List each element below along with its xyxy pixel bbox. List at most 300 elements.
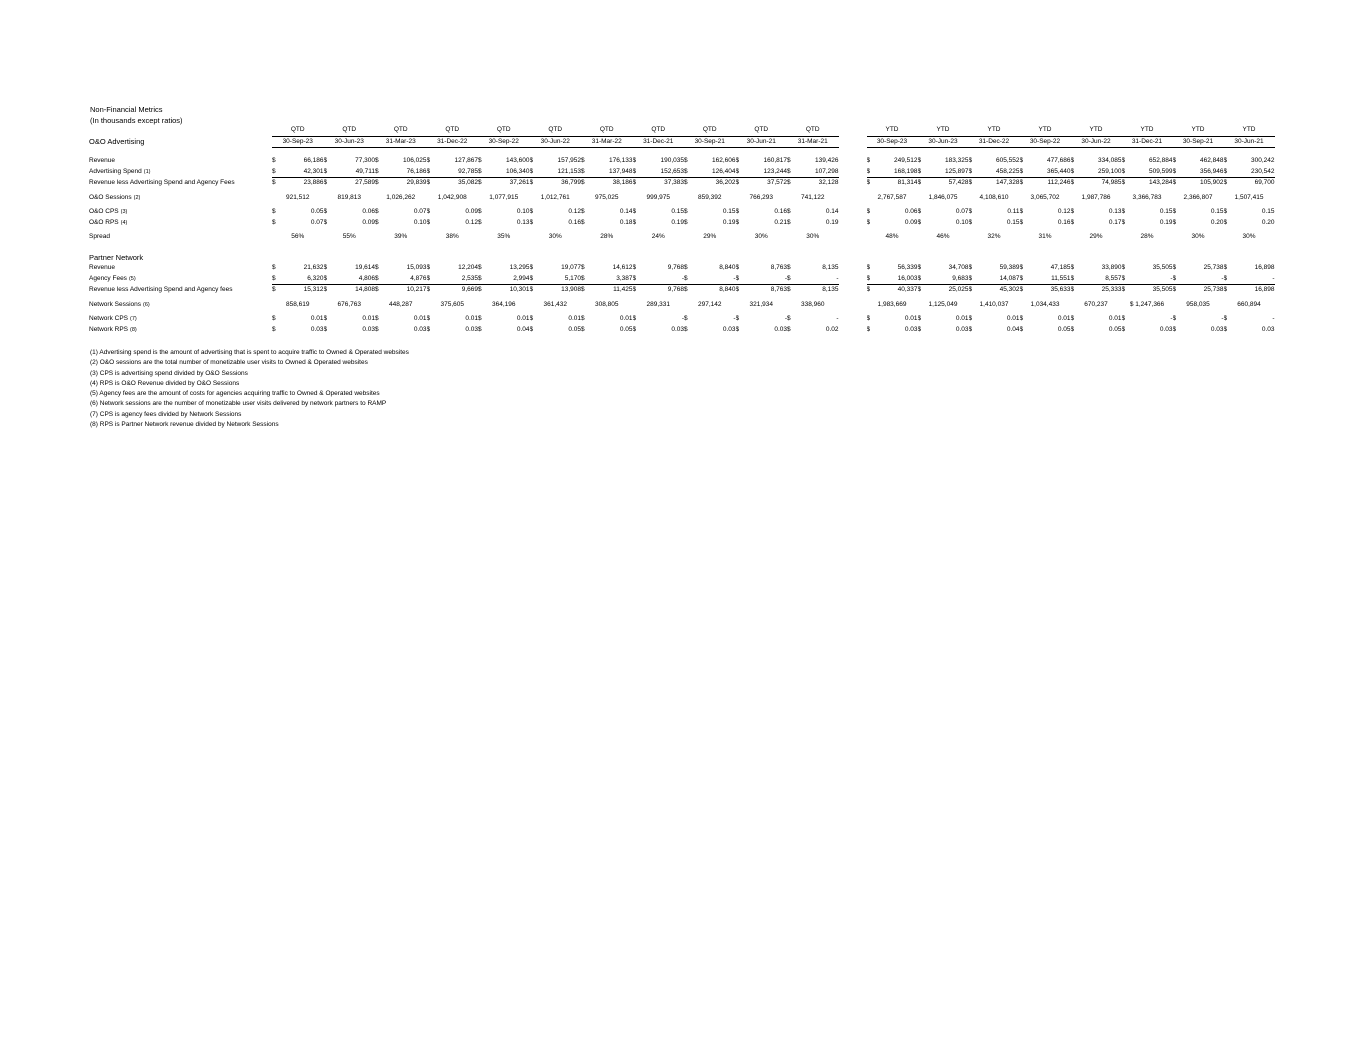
cell-value: 106,025	[403, 157, 427, 165]
currency-symbol: $	[272, 274, 281, 285]
cell-value: 8,763	[770, 286, 787, 294]
currency-symbol: $	[1121, 218, 1126, 226]
cell-value: 921,512	[286, 193, 310, 201]
row-label-text: Agency Fees	[89, 275, 127, 282]
row-footnote-ref: (4)	[120, 219, 128, 226]
cell-value: 0.01	[516, 315, 530, 323]
header-date-row	[89, 136, 1275, 148]
cell-value: 356,946	[1182, 167, 1224, 178]
cell-value: 0.03	[362, 325, 375, 333]
cell-value: 121,153	[539, 167, 582, 178]
col-date-qtd: 30-Jun-23	[324, 136, 376, 148]
cell-value: 8,135	[822, 264, 839, 272]
currency-symbol: $	[323, 208, 328, 216]
cell-value: -	[642, 274, 685, 285]
cell-value: 670,237	[1084, 300, 1108, 308]
col-date-qtd: 31-Mar-22	[581, 136, 633, 148]
currency-symbol: $	[917, 325, 922, 333]
currency-symbol: $	[375, 157, 379, 165]
cell-value: 9,683	[927, 274, 969, 285]
footnote-item: (7) CPS is agency fees divided by Network Sessions	[90, 410, 242, 418]
cell-value: 33,890	[1101, 264, 1122, 272]
currency-symbol: $	[1019, 264, 1024, 272]
currency-symbol: $	[735, 286, 740, 294]
cell-value: 0.13	[1108, 208, 1122, 216]
metrics-table	[89, 125, 1275, 335]
currency-symbol: $	[529, 157, 534, 165]
currency-symbol: $	[581, 167, 590, 178]
currency-symbol: $	[968, 315, 973, 323]
currency-symbol: $	[684, 157, 688, 165]
footnote-item: (4) RPS is O&O Revenue divided by O&O Sessions	[90, 379, 240, 387]
cell-value: 0.20	[1210, 218, 1224, 226]
currency-symbol: $	[1172, 157, 1177, 165]
cell-value: 289,331	[646, 300, 670, 308]
cell-value: 0.01	[413, 315, 427, 323]
currency-symbol: $	[684, 315, 688, 323]
cell-value: 4,108,610	[979, 193, 1009, 201]
currency-symbol: $	[375, 274, 384, 285]
currency-symbol: $	[736, 274, 745, 285]
cell-value: 0.03	[413, 325, 427, 333]
footnote-item: (1) Advertising spend is the amount of advertising that is spent to acquire traffic to Owned & Operated websites	[90, 349, 409, 356]
cell-value: 4,876	[384, 274, 427, 285]
currency-symbol: $	[375, 218, 379, 226]
currency-symbol: $	[787, 315, 791, 323]
row-label	[89, 300, 272, 311]
cell-value: 35,082	[458, 179, 478, 187]
cell-value: 36,799	[561, 179, 581, 187]
currency-symbol: $	[581, 264, 585, 272]
cell-value: 143,284	[1149, 179, 1173, 187]
cell-value: 21,632	[303, 264, 324, 272]
cell-value: 0.01	[619, 315, 633, 323]
currency-symbol: $	[1070, 286, 1075, 294]
cell-value: 32%	[987, 233, 1001, 241]
cell-value: 12,204	[458, 264, 478, 272]
cell-value: 0.10	[413, 218, 427, 226]
currency-symbol: $	[426, 286, 431, 294]
currency-symbol: $	[632, 179, 637, 187]
cell-value: 2,366,807	[1183, 193, 1213, 201]
currency-symbol: $	[735, 218, 740, 226]
cell-value: 8,557	[1080, 274, 1122, 285]
cell-value: 0.16	[1057, 218, 1071, 226]
currency-symbol: $	[917, 157, 922, 165]
currency-symbol: $	[272, 264, 276, 272]
cell-value: 0.12	[465, 218, 478, 226]
currency-symbol: $	[426, 218, 431, 226]
currency-symbol: $	[787, 264, 791, 272]
cell-value: 5,170	[539, 274, 582, 285]
cell-value: 1,012,761	[540, 193, 570, 201]
currency-symbol: $	[375, 179, 379, 187]
currency-symbol: $	[787, 208, 791, 216]
cell-value: 308,805	[595, 300, 619, 308]
col-period-ytd: YTD	[1071, 125, 1122, 136]
cell-value: 0.01	[362, 315, 375, 323]
currency-symbol: $	[272, 286, 276, 294]
currency-symbol: $	[735, 264, 740, 272]
currency-symbol: $	[735, 179, 740, 187]
row-footnote-ref: (3)	[120, 209, 128, 216]
cell-value: 4,806	[333, 274, 376, 285]
cell-value: 55%	[342, 233, 356, 241]
currency-symbol: $	[1172, 315, 1177, 323]
cell-value: -	[1170, 315, 1173, 323]
cell-value: 230,542	[1233, 167, 1275, 178]
cell-value: 1,846,075	[928, 193, 958, 201]
cell-value: 19,614	[355, 264, 375, 272]
currency-symbol: $	[323, 179, 328, 187]
report-title: Non-Financial Metrics	[90, 105, 163, 114]
currency-symbol: $	[968, 264, 973, 272]
footnote-item: (3) CPS is advertising spend divided by O&O Sessions	[90, 369, 248, 377]
cell-value: 660,894	[1237, 300, 1261, 308]
currency-symbol: $	[581, 157, 585, 165]
currency-symbol: $	[1019, 325, 1024, 333]
currency-symbol: $	[1019, 157, 1024, 165]
cell-value: 47,185	[1050, 264, 1071, 272]
currency-symbol: $	[787, 274, 796, 285]
currency-symbol: $	[375, 208, 379, 216]
currency-symbol: $	[1070, 264, 1075, 272]
currency-symbol: $	[581, 218, 585, 226]
currency-symbol: $	[581, 274, 590, 285]
currency-symbol: $	[478, 264, 482, 272]
cell-value: 3,366,783	[1132, 193, 1162, 201]
row-label	[89, 314, 272, 325]
col-period-qtd: QTD	[375, 125, 427, 136]
currency-symbol: $	[1172, 325, 1177, 333]
col-period-qtd: QTD	[633, 125, 685, 136]
cell-value: 8,840	[719, 264, 736, 272]
col-date-ytd: 30-Sep-21	[1173, 136, 1224, 148]
currency-symbol: $	[866, 218, 871, 226]
cell-value: 112,246	[1047, 179, 1071, 187]
currency-symbol: $	[427, 167, 436, 178]
currency-symbol: $	[478, 157, 482, 165]
cell-value: 0.03	[904, 325, 918, 333]
currency-symbol: $	[1224, 274, 1233, 285]
cell-value: 143,600	[506, 157, 530, 165]
currency-symbol: $	[633, 274, 642, 285]
cell-value: 361,432	[543, 300, 567, 308]
currency-symbol: $	[968, 286, 973, 294]
cell-value: 77,300	[355, 157, 375, 165]
cell-value: 0.07	[955, 208, 969, 216]
currency-symbol: $	[375, 286, 379, 294]
currency-symbol: $	[529, 286, 534, 294]
cell-value: 14,612	[612, 264, 633, 272]
currency-symbol: $	[581, 325, 585, 333]
cell-value: 139,426	[815, 157, 839, 165]
currency-symbol: $	[787, 325, 791, 333]
table-row	[89, 285, 1275, 296]
currency-symbol: $	[272, 325, 276, 333]
cell-value: 66,186	[303, 157, 324, 165]
currency-symbol: $	[272, 157, 276, 165]
cell-value: 1,507,415	[1234, 193, 1264, 201]
cell-value: 321,934	[749, 300, 773, 308]
currency-symbol: $	[581, 315, 585, 323]
cell-value: 92,785	[436, 167, 479, 178]
cell-value: 958,035	[1186, 300, 1210, 308]
currency-symbol: $	[1173, 274, 1182, 285]
cell-value: 0.05	[1057, 325, 1071, 333]
col-date-qtd: 31-Dec-21	[633, 136, 685, 148]
cell-value: 999,975	[646, 193, 670, 201]
table-row	[89, 218, 1275, 229]
row-label	[89, 193, 272, 204]
cell-value: 0.10	[955, 218, 969, 226]
currency-symbol: $	[529, 315, 534, 323]
col-date-ytd: 30-Sep-23	[867, 136, 918, 148]
cell-value: 19,077	[561, 264, 581, 272]
footnote-item: (5) Agency fees are the amount of costs for agencies acquiring traffic to Owned & Operated websites	[90, 390, 380, 398]
currency-symbol: $	[1172, 179, 1177, 187]
cell-value: 0.03	[310, 325, 324, 333]
cell-value: 0.14	[619, 208, 633, 216]
cell-value: 0.16	[568, 218, 581, 226]
currency-symbol: $	[1121, 325, 1126, 333]
cell-value: -	[1233, 274, 1275, 285]
cell-value: 76,186	[384, 167, 427, 178]
cell-value: 30%	[806, 233, 820, 241]
cell-value: 8,135	[822, 286, 839, 294]
currency-symbol: $	[426, 157, 431, 165]
currency-symbol: $	[1223, 315, 1228, 323]
cell-value: 0.03	[774, 325, 787, 333]
cell-value: -	[1272, 315, 1275, 323]
table-row	[89, 193, 1275, 204]
col-date-qtd: 30-Sep-21	[684, 136, 736, 148]
row-footnote-ref: (2)	[133, 194, 141, 201]
currency-symbol: $	[735, 325, 740, 333]
cell-value: 16,898	[1254, 264, 1275, 272]
col-date-qtd: 30-Sep-23	[272, 136, 324, 148]
row-label	[89, 232, 272, 243]
cell-value: 0.15	[671, 208, 684, 216]
currency-symbol: $	[581, 179, 585, 187]
row-label-text: Revenue	[89, 264, 116, 272]
currency-symbol: $	[1070, 315, 1075, 323]
cell-value: 975,025	[595, 193, 619, 201]
currency-symbol: $	[529, 218, 534, 226]
currency-symbol: $	[323, 315, 328, 323]
cell-value: 0.01	[955, 315, 969, 323]
cell-value: 162,606	[712, 157, 736, 165]
currency-symbol: $	[1223, 179, 1228, 187]
cell-value: 157,952	[557, 157, 581, 165]
currency-symbol: $	[530, 167, 539, 178]
cell-value: 8,840	[719, 286, 736, 294]
cell-value: 0.05	[310, 208, 324, 216]
cell-value: 29%	[703, 233, 717, 241]
currency-symbol: $	[272, 167, 281, 178]
cell-value: 0.05	[619, 325, 633, 333]
currency-symbol: $	[968, 325, 973, 333]
section-oo-label: O&O Advertising	[89, 136, 145, 146]
cell-value: 56,339	[897, 264, 918, 272]
row-label-text: O&O CPS	[89, 208, 119, 216]
currency-symbol: $	[478, 286, 482, 294]
currency-symbol: $	[1172, 286, 1177, 294]
row-label-text: O&O Sessions	[89, 193, 132, 201]
currency-symbol: $	[684, 274, 693, 285]
currency-symbol: $	[918, 274, 927, 285]
cell-value: 1,077,915	[489, 193, 519, 201]
cell-value: 48%	[885, 233, 899, 241]
cell-value: 0.18	[619, 218, 633, 226]
row-footnote-ref: (1)	[143, 169, 151, 175]
cell-value: 0.16	[774, 208, 787, 216]
currency-symbol: $	[323, 325, 328, 333]
col-date-ytd: 30-Jun-22	[1071, 136, 1122, 148]
currency-symbol: $	[427, 274, 436, 285]
currency-symbol: $	[1223, 157, 1228, 165]
currency-symbol: $	[478, 208, 482, 216]
cell-value: 34,708	[948, 264, 969, 272]
currency-symbol: $	[324, 167, 333, 178]
cell-value: 0.04	[1006, 325, 1020, 333]
currency-symbol: $	[375, 264, 379, 272]
row-label	[89, 167, 272, 178]
currency-symbol: $	[1070, 179, 1075, 187]
currency-symbol: $	[1070, 157, 1075, 165]
cell-value: 59,389	[999, 264, 1020, 272]
cell-value: 0.02	[825, 325, 839, 333]
cell-value: 0.15	[1006, 218, 1020, 226]
col-date-ytd: 30-Jun-21	[1224, 136, 1275, 148]
currency-symbol: $	[272, 218, 276, 226]
currency-symbol: $	[1121, 264, 1126, 272]
currency-symbol: $	[968, 208, 973, 216]
currency-symbol: $	[866, 208, 871, 216]
cell-value: 259,100	[1080, 167, 1122, 178]
currency-symbol: $	[787, 157, 791, 165]
table-row	[89, 314, 1275, 325]
cell-value: 0.09	[904, 218, 918, 226]
col-date-qtd: 30-Sep-22	[478, 136, 530, 148]
cell-value: 15,093	[406, 264, 427, 272]
cell-value: 0.19	[1159, 218, 1173, 226]
currency-symbol: $	[1020, 274, 1029, 285]
currency-symbol: $	[684, 325, 688, 333]
currency-symbol: $	[272, 208, 276, 216]
cell-value: 2,535	[436, 274, 479, 285]
row-label-text: Network Sessions	[89, 300, 142, 308]
cell-value: 107,298	[796, 167, 839, 178]
cell-value: 9,768	[667, 264, 684, 272]
cell-value: 42,301	[281, 167, 324, 178]
cell-value: 25,738	[1203, 264, 1224, 272]
table-row	[89, 178, 1275, 189]
col-date-ytd: 31-Dec-21	[1122, 136, 1173, 148]
currency-symbol: $	[968, 179, 973, 187]
row-label-text: Spread	[89, 233, 110, 241]
cell-value: 1,410,037	[979, 300, 1009, 308]
row-label	[89, 218, 272, 229]
cell-value: 126,404	[693, 167, 736, 178]
cell-value: 46%	[936, 233, 950, 241]
currency-symbol: $	[866, 315, 871, 323]
currency-symbol: $	[1121, 315, 1126, 323]
cell-value: 0.19	[722, 218, 736, 226]
cell-value: 37,383	[664, 179, 684, 187]
currency-symbol: $	[1019, 179, 1024, 187]
cell-value: 0.19	[671, 218, 684, 226]
col-period-qtd: QTD	[787, 125, 839, 136]
cell-value: 676,763	[337, 300, 361, 308]
cell-value: 858,619	[286, 300, 310, 308]
footnotes	[90, 348, 409, 430]
cell-value: 38%	[445, 233, 459, 241]
col-period-ytd: YTD	[918, 125, 969, 136]
currency-symbol: $	[866, 264, 871, 272]
currency-symbol: $	[323, 218, 328, 226]
col-period-qtd: QTD	[736, 125, 788, 136]
cell-value: 0.09	[465, 208, 478, 216]
currency-symbol: $	[426, 325, 431, 333]
row-footnote-ref: (7)	[130, 316, 137, 323]
currency-symbol: $	[1019, 286, 1024, 294]
currency-symbol: $	[735, 315, 740, 323]
cell-value: -	[1182, 274, 1224, 285]
table-row	[89, 207, 1275, 218]
header-period-row	[89, 125, 1275, 136]
report-subtitle: (In thousands except ratios)	[90, 116, 183, 125]
cell-value: 0.05	[1108, 325, 1122, 333]
currency-symbol: $	[426, 264, 431, 272]
currency-symbol: $	[1019, 208, 1024, 216]
currency-symbol: $	[1070, 325, 1075, 333]
col-date-qtd: 30-Jun-21	[736, 136, 788, 148]
col-date-ytd: 30-Jun-23	[918, 136, 969, 148]
cell-value: 32,128	[818, 179, 839, 187]
cell-value: 105,902	[1200, 179, 1224, 187]
col-date-qtd: 31-Mar-21	[787, 136, 839, 148]
currency-symbol: $	[272, 315, 276, 323]
currency-symbol: $	[1121, 208, 1126, 216]
cell-value: 509,599	[1131, 167, 1173, 178]
cell-value: 30%	[754, 233, 768, 241]
currency-symbol: $	[632, 286, 637, 294]
currency-symbol: $	[787, 167, 796, 178]
cell-value: 35%	[497, 233, 511, 241]
currency-symbol: $	[1223, 286, 1228, 294]
cell-value: 28%	[1140, 233, 1154, 241]
currency-symbol: $	[866, 157, 871, 165]
currency-symbol: $	[736, 167, 745, 178]
currency-symbol: $	[917, 264, 922, 272]
cell-value: 0.10	[516, 208, 530, 216]
row-footnote-ref: (6)	[143, 301, 150, 308]
currency-symbol: $	[478, 179, 482, 187]
cell-value: 123,244	[745, 167, 788, 178]
currency-symbol: $	[272, 179, 276, 187]
col-period-qtd: QTD	[324, 125, 376, 136]
currency-symbol: $	[1223, 208, 1228, 216]
currency-symbol: $	[632, 264, 637, 272]
cell-value: 25,738	[1203, 286, 1224, 294]
cell-value: 1,983,669	[877, 300, 907, 308]
table-row	[89, 263, 1275, 274]
row-label-text: O&O RPS	[89, 218, 119, 226]
currency-symbol: $	[581, 286, 585, 294]
cell-value: 37,261	[509, 179, 530, 187]
cell-value: 1,042,908	[437, 193, 467, 201]
